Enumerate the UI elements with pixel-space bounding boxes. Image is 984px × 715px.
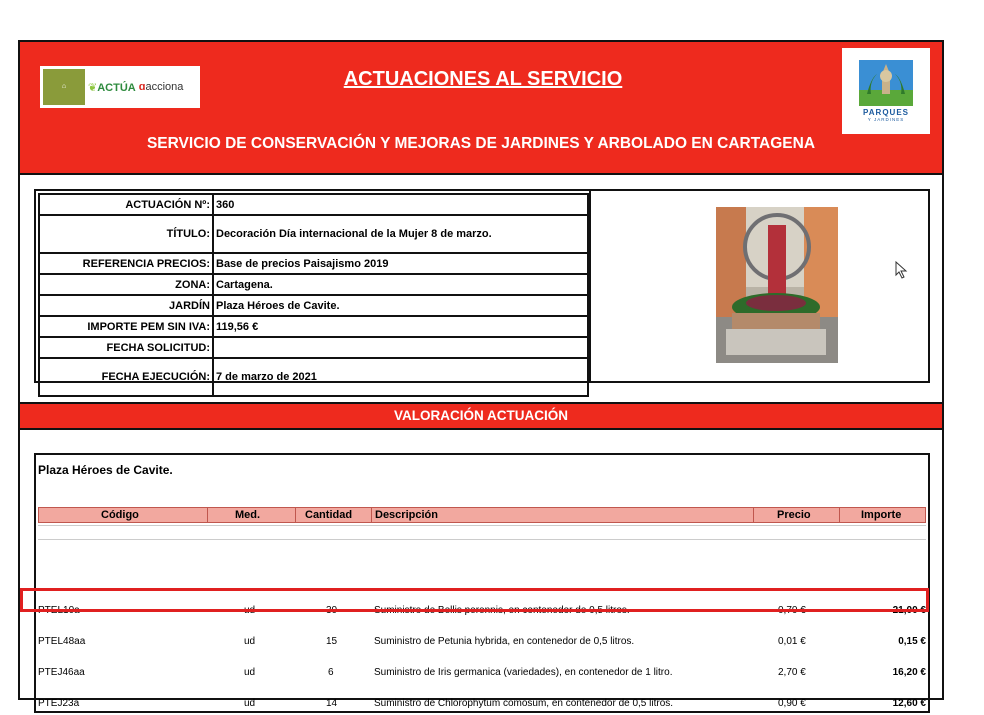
col-precio: Precio [777,509,811,521]
valoracion-heading: VALORACIÓN ACTUACIÓN [20,402,942,430]
actua-logo: ❦ACTÚA [88,81,136,94]
info-label: JARDÍN [39,295,213,316]
info-value: Plaza Héroes de Cavite. [213,295,588,316]
valoracion-panel [34,453,930,713]
photo-area [589,191,930,381]
cell-codigo: PTEL10a [38,605,80,616]
info-value: Cartagena. [213,274,588,295]
info-label: FECHA SOLICITUD: [39,337,213,358]
selected-row-highlight [20,588,929,612]
mouse-cursor-icon [895,261,909,279]
acciona-logo: ɑacciona [138,81,184,93]
cell-med: ud [244,605,256,616]
cell-precio: 0,90 € [778,698,806,709]
info-row-importe [39,316,588,337]
table-row [36,631,928,653]
info-row-fecha-ejecucion [39,358,588,396]
cell-cantidad: 15 [326,636,338,647]
cell-med: ud [244,698,256,709]
info-row-zona [39,274,588,295]
info-value: Base de precios Paisajismo 2019 [213,253,588,274]
info-label: REFERENCIA PRECIOS: [39,253,213,274]
cell-cantidad: 6 [328,667,334,678]
cell-cantidad: 30 [326,605,338,616]
info-label: ZONA: [39,274,213,295]
row-divider [38,525,926,526]
info-label: IMPORTE PEM SIN IVA: [39,316,213,337]
info-value: 119,56 € [213,316,588,337]
info-value: 7 de marzo de 2021 [213,358,588,396]
info-value [213,337,588,358]
cell-importe: 16,20 € [892,667,926,678]
parques-jardines-logo [842,48,930,134]
col-separator [839,508,840,522]
table-header [38,507,926,523]
info-value: 360 [213,194,588,215]
col-separator [753,508,754,522]
row-divider [38,539,926,540]
info-table [38,193,589,397]
col-cantidad: Cantidad [305,509,353,521]
partner-logos [40,66,200,108]
col-separator [295,508,296,522]
info-label: FECHA EJECUCIÓN: [39,358,213,396]
info-label: ACTUACIÓN Nº: [39,194,213,215]
cell-importe: 21,00 € [892,605,926,616]
cell-codigo: PTEL48aa [38,636,86,647]
cell-cantidad: 14 [326,698,338,709]
cell-importe: 0,15 € [898,636,926,647]
info-row-referencia [39,253,588,274]
parques-logo-subtext: Y JARDINES [867,117,905,122]
council-logo-icon: ⌂ [43,69,85,105]
info-panel [34,189,930,383]
cell-precio: 0,01 € [778,636,806,647]
col-separator [207,508,208,522]
table-row [36,693,928,715]
parques-logo-text: PARQUES [863,108,909,117]
info-row-titulo [39,215,588,253]
info-row-actuacion [39,194,588,215]
valoracion-place: Plaza Héroes de Cavite. [38,463,173,477]
info-row-jardin [39,295,588,316]
info-label: TÍTULO: [39,215,213,253]
monument-photo [716,207,838,363]
cell-codigo: PTEJ46aa [38,667,85,678]
table-row [36,662,928,684]
cell-med: ud [244,636,256,647]
col-codigo: Código [101,509,139,521]
page-title: ACTUACIONES AL SERVICIO [343,68,623,90]
cell-descripcion: Suministro de Bellis perennis, en contenedor de 0,5 litros. [374,605,630,616]
info-value: Decoración Día internacional de la Mujer 8 de marzo. [213,215,588,253]
page-subtitle: SERVICIO DE CONSERVACIÓN Y MEJORAS DE JARDINES Y ARBOLADO EN CARTAGENA [146,135,816,152]
cell-precio: 0,70 € [778,605,806,616]
header-banner [20,42,942,175]
col-med: Med. [235,509,261,521]
cell-codigo: PTEJ23a [38,698,80,709]
cell-importe: 12,60 € [892,698,926,709]
cell-precio: 2,70 € [778,667,806,678]
col-importe: Importe [861,509,902,521]
col-descripcion: Descripción [375,509,438,521]
cell-descripcion: Suministro de Chlorophytum comosum, en contenedor de 0,5 litros. [374,698,674,709]
cell-descripcion: Suministro de Petunia hybrida, en contenedor de 0,5 litros. [374,636,635,647]
cell-descripcion: Suministro de Iris germanica (variedades), en contenedor de 1 litro. [374,667,673,678]
cell-med: ud [244,667,256,678]
col-separator [371,508,372,522]
info-row-fecha-solicitud [39,337,588,358]
parques-emblem-icon [859,60,913,106]
